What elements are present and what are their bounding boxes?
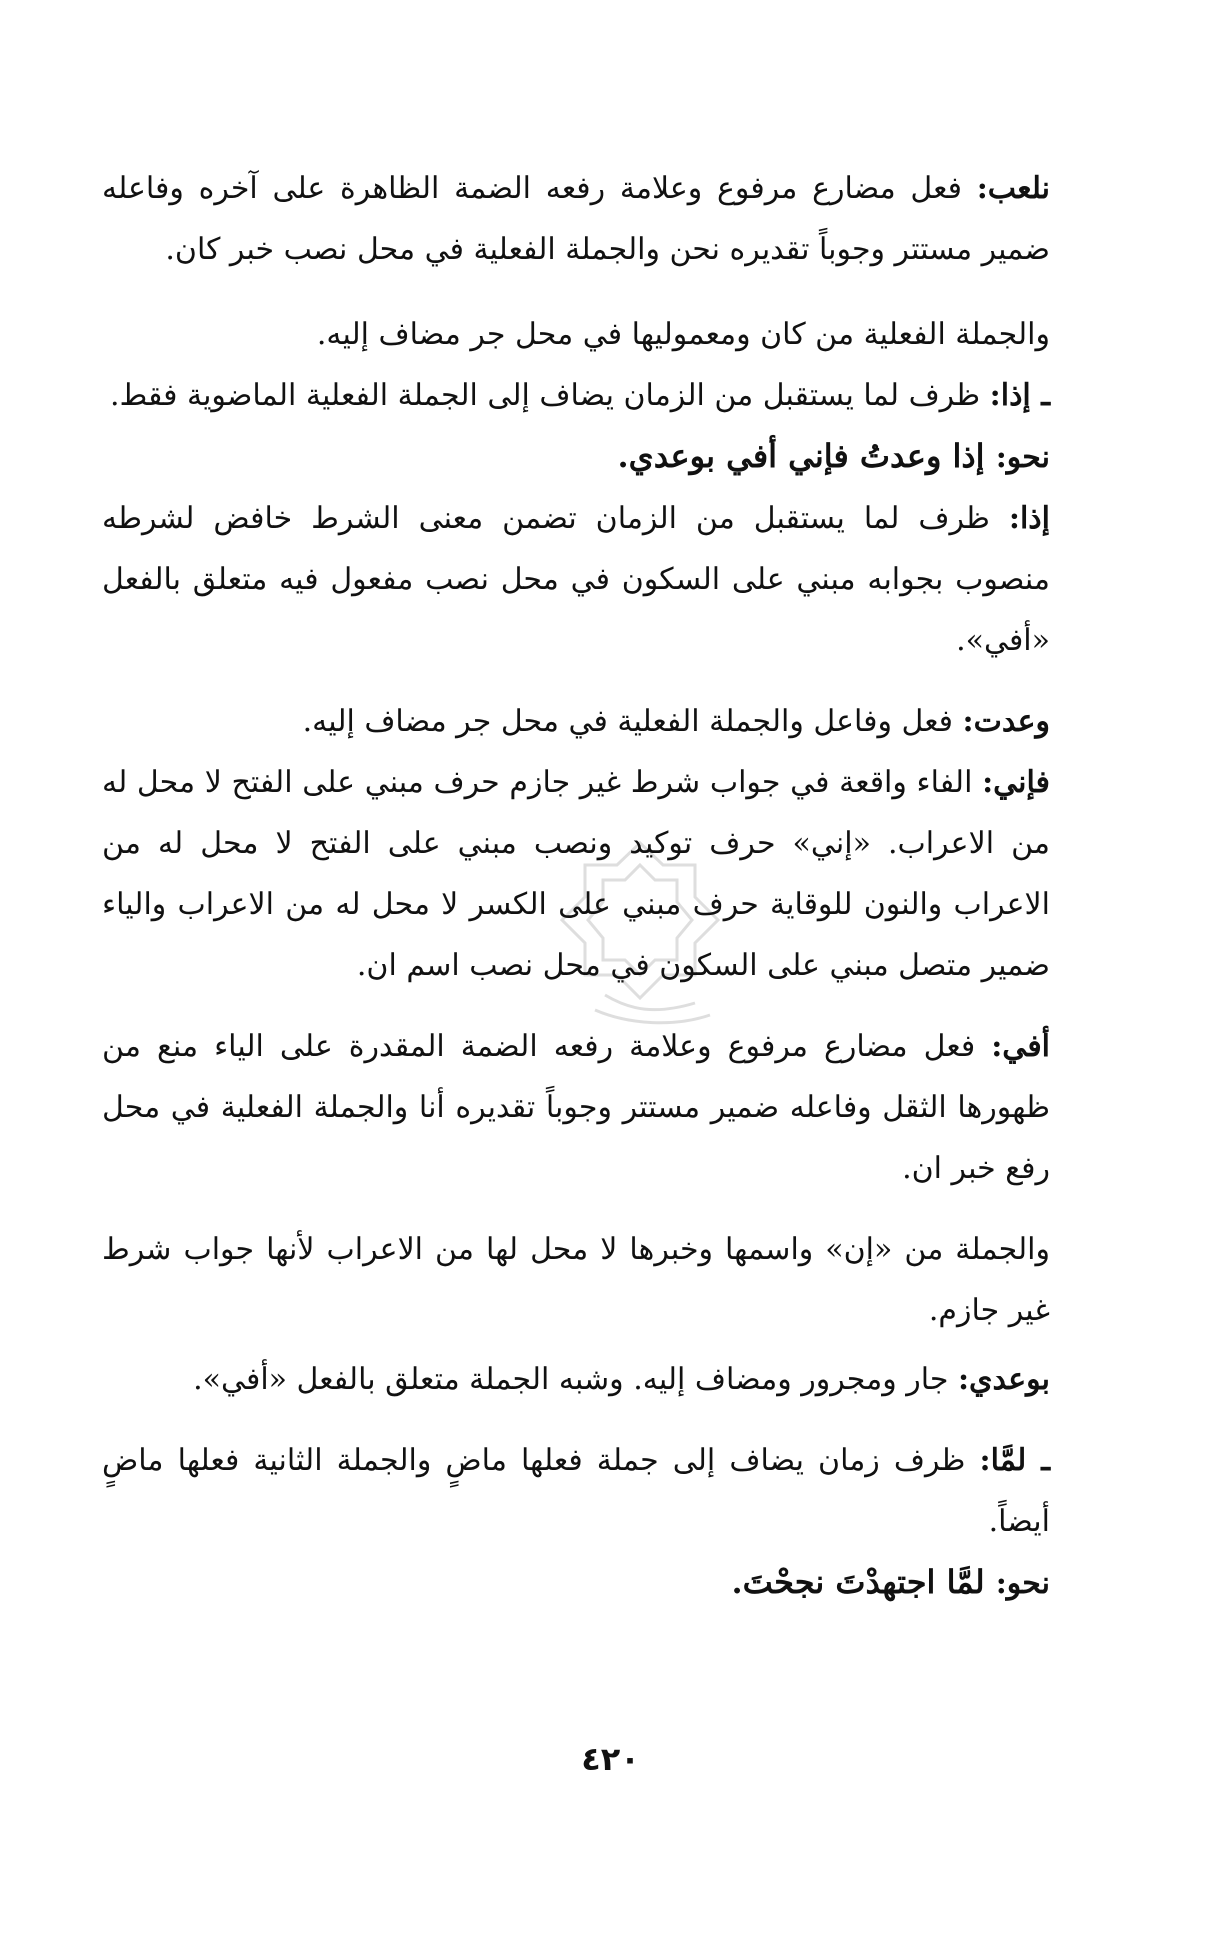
paragraph-text: والجملة الفعلية من كان ومعموليها في محل جر مضاف إليه.: [316, 317, 1050, 352]
paragraph-lead: أفي:: [991, 1029, 1050, 1064]
paragraph-text: الفاء واقعة في جواب شرط غير جازم حرف مبني على الفتح لا محل له من الاعراب. «إني» حرف توكيد ونصب مبني على الفتح لا محل له من الاعراب والنون للوقاية حرف مبني على الكسر لا محل له من الاعراب والياء ضمير متصل مبني على السكون في محل نصب اسم ان.: [102, 765, 1050, 983]
example-text: إذا وعدتُ فإني أفي بوعدي.: [617, 437, 996, 475]
paragraph-text: جار ومجرور ومضاف إليه. وشبه الجملة متعلق بالفعل «أفي».: [193, 1362, 958, 1397]
paragraph-lead: بوعدي:: [957, 1362, 1050, 1397]
example-lamma: [102, 1552, 1050, 1614]
paragraph-idha-parse: [102, 488, 1050, 671]
paragraph-nalab: [102, 158, 1050, 280]
paragraph-text: فعل مضارع مرفوع وعلامة رفعه الضمة الظاهرة على آخره وفاعله ضمير مستتر وجوباً تقديره نحن والجملة الفعلية في محل نصب خبر كان.: [102, 171, 1050, 267]
page-body: [102, 158, 1050, 1614]
paragraph-kana-clause: [102, 304, 1050, 365]
paragraph-lead: وعدت:: [962, 704, 1050, 739]
example-idha: [102, 426, 1050, 488]
paragraph-lead: إذا:: [1008, 501, 1050, 536]
page-number: ٤٢٠: [581, 1740, 640, 1778]
paragraph-lamma: [102, 1430, 1050, 1552]
paragraph-lead: ـ لمَّا:: [979, 1443, 1051, 1478]
paragraph-text: ظرف لما يستقبل من الزمان تضمن معنى الشرط خافض لشرطه منصوب بجوابه مبني على السكون في محل نصب مفعول فيه متعلق بالفعل «أفي».: [102, 501, 1050, 658]
paragraph-text: فعل مضارع مرفوع وعلامة رفعه الضمة المقدرة على الياء منع من ظهورها الثقل وفاعله ضمير مستتر وجوباً تقديره أنا والجملة الفعلية في محل رفع خبر ان.: [102, 1029, 1050, 1186]
paragraph-ufi: [102, 1016, 1050, 1199]
paragraph-text: والجملة من «إن» واسمها وخبرها لا محل لها من الاعراب لأنها جواب شرط غير جازم.: [102, 1232, 1050, 1328]
paragraph-text: فعل وفاعل والجملة الفعلية في محل جر مضاف إليه.: [302, 704, 963, 739]
paragraph-fainni: [102, 752, 1050, 996]
paragraph-lead: ـ إذا:: [989, 378, 1050, 413]
paragraph-biwadi: [102, 1349, 1050, 1410]
example-lead: نحو:: [995, 1566, 1050, 1601]
paragraph-lead: نلعب:: [976, 171, 1050, 206]
paragraph-waadtu: [102, 691, 1050, 752]
paragraph-text: ظرف لما يستقبل من الزمان يضاف إلى الجملة الفعلية الماضوية فقط.: [109, 378, 990, 413]
paragraph-lead: فإني:: [982, 765, 1050, 800]
example-lead: نحو:: [995, 440, 1050, 475]
paragraph-text: ظرف زمان يضاف إلى جملة فعلها ماضٍ والجملة الثانية فعلها ماضٍ أيضاً.: [102, 1443, 1050, 1539]
paragraph-inna-clause: [102, 1219, 1050, 1341]
paragraph-idha: [102, 365, 1050, 426]
example-text: لمَّا اجتهدْتَ نجحْتَ.: [731, 1563, 996, 1601]
